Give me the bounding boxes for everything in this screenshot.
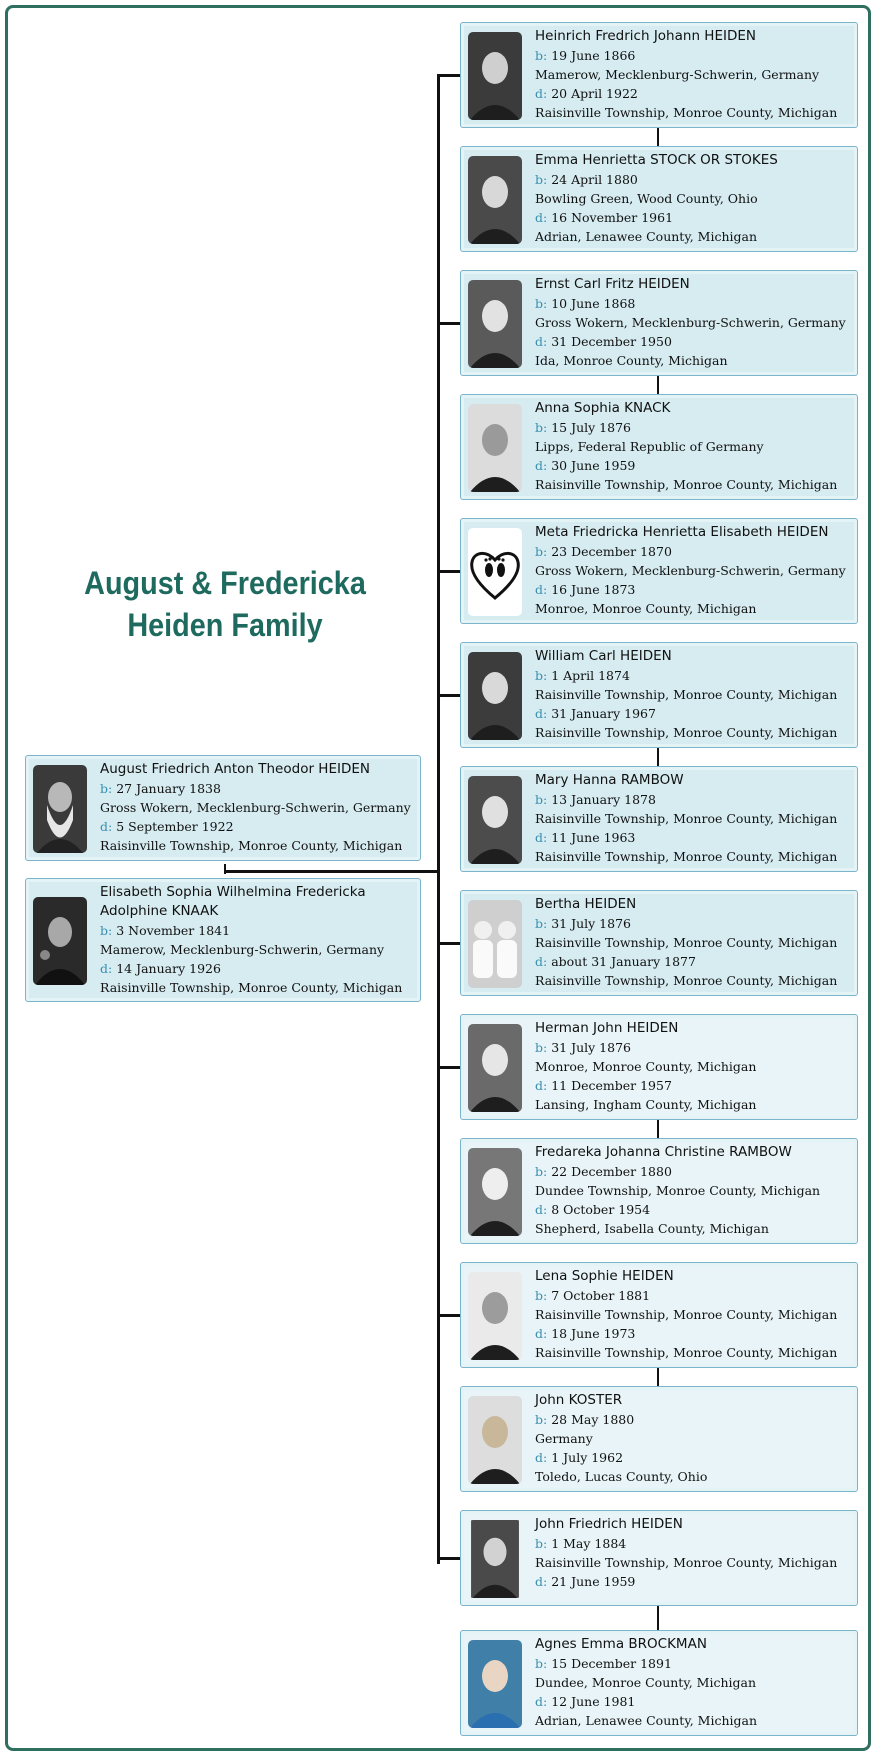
person-name: William Carl HEIDEN: [535, 648, 672, 664]
portrait-photo: [468, 1396, 522, 1484]
person-name: Ernst Carl Fritz HEIDEN: [535, 276, 690, 292]
children-trunk-line: [437, 74, 440, 1564]
death-place: Monroe, Monroe County, Michigan: [535, 601, 757, 616]
death-date: 5 September 1922: [116, 819, 234, 834]
person-name: Anna Sophia KNACK: [535, 400, 671, 416]
portrait-photo: [468, 652, 522, 740]
death-label: d:: [100, 819, 113, 834]
parent-card-father[interactable]: [25, 755, 421, 861]
death-place: Lansing, Ingham County, Michigan: [535, 1097, 757, 1112]
death-date: 20 April 1922: [551, 86, 638, 101]
person-name-continued: Adolphine KNAAK: [100, 903, 219, 919]
death-label: d:: [535, 954, 548, 969]
birth-label: b:: [535, 792, 548, 807]
death-label: d:: [535, 1574, 548, 1589]
death-date: 14 January 1926: [116, 961, 221, 976]
person-info: [535, 1515, 851, 1591]
branch-line: [437, 570, 460, 573]
death-label: d:: [535, 1326, 548, 1341]
birth-place: Gross Wokern, Mecklenburg-Schwerin, Germany: [535, 315, 846, 330]
birth-label: b:: [535, 668, 548, 683]
birth-place: Gross Wokern, Mecklenburg-Schwerin, Germany: [100, 800, 411, 815]
person-name: Meta Friedricka Henrietta Elisabeth HEIDEN: [535, 524, 829, 540]
death-place: Raisinville Township, Monroe County, Michigan: [535, 725, 838, 740]
spouse-line: [657, 1606, 659, 1630]
birth-place: Raisinville Township, Monroe County, Michigan: [535, 1307, 838, 1322]
person-name: John Friedrich HEIDEN: [535, 1516, 683, 1532]
death-date: 30 June 1959: [551, 458, 636, 473]
death-place: Raisinville Township, Monroe County, Michigan: [535, 973, 838, 988]
portrait-photo: [468, 900, 522, 988]
person-name: Herman John HEIDEN: [535, 1020, 679, 1036]
person-info: [535, 27, 851, 122]
person-info: [535, 647, 851, 742]
person-card[interactable]: [460, 1262, 858, 1368]
death-date: 8 October 1954: [551, 1202, 651, 1217]
person-info: [535, 523, 851, 618]
parents-couple-line: [224, 864, 226, 874]
death-place: Shepherd, Isabella County, Michigan: [535, 1221, 769, 1236]
branch-line: [437, 322, 460, 325]
death-label: d:: [535, 1450, 548, 1465]
death-label: d:: [535, 458, 548, 473]
birth-label: b:: [535, 1412, 548, 1427]
portrait-photo: [468, 156, 522, 244]
parents-join-line: [224, 870, 440, 873]
death-place: Raisinville Township, Monroe County, Michigan: [100, 980, 403, 995]
parent-card-mother[interactable]: [25, 878, 421, 1002]
birth-date: 31 July 1876: [551, 1040, 631, 1055]
birth-date: 24 April 1880: [551, 172, 638, 187]
death-date: 31 January 1967: [551, 706, 656, 721]
person-card[interactable]: [460, 1630, 858, 1736]
branch-line: [437, 1066, 460, 1069]
person-name: Lena Sophie HEIDEN: [535, 1268, 674, 1284]
person-info: [535, 1267, 851, 1362]
person-card[interactable]: [460, 394, 858, 500]
twin-babies-icon: [468, 900, 522, 988]
person-card[interactable]: [460, 518, 858, 624]
branch-line: [437, 694, 460, 697]
death-place: Toledo, Lucas County, Ohio: [535, 1469, 708, 1484]
birth-label: b:: [535, 172, 548, 187]
death-date: 16 November 1961: [551, 210, 674, 225]
death-place: Raisinville Township, Monroe County, Michigan: [100, 838, 403, 853]
death-place: Adrian, Lenawee County, Michigan: [535, 1713, 758, 1728]
person-name: John KOSTER: [535, 1392, 623, 1408]
death-label: d:: [535, 582, 548, 597]
portrait-icon: [33, 765, 87, 853]
death-date: 11 December 1957: [551, 1078, 672, 1093]
birth-place: Raisinville Township, Monroe County, Michigan: [535, 811, 838, 826]
portrait-photo: [468, 1024, 522, 1112]
death-label: d:: [535, 830, 548, 845]
birth-label: b:: [535, 1288, 548, 1303]
portrait-icon: [468, 1520, 522, 1598]
portrait-icon: [468, 1640, 522, 1728]
death-place: Raisinville Township, Monroe County, Michigan: [535, 477, 838, 492]
birth-date: 22 December 1880: [551, 1164, 672, 1179]
birth-place: Germany: [535, 1431, 593, 1446]
death-place: Raisinville Township, Monroe County, Michigan: [535, 105, 838, 120]
person-card[interactable]: [460, 270, 858, 376]
portrait-icon: [33, 897, 87, 985]
branch-line: [437, 1557, 460, 1560]
portrait-photo: [468, 1520, 522, 1598]
portrait-photo: [468, 32, 522, 120]
birth-place: Raisinville Township, Monroe County, Michigan: [535, 687, 838, 702]
person-info: [535, 895, 851, 990]
page-title: [41, 562, 410, 646]
death-label: d:: [535, 334, 548, 349]
birth-place: Gross Wokern, Mecklenburg-Schwerin, Germany: [535, 563, 846, 578]
death-place: Ida, Monroe County, Michigan: [535, 353, 728, 368]
birth-place: Mamerow, Mecklenburg-Schwerin, Germany: [100, 942, 385, 957]
person-info: [535, 151, 851, 246]
portrait-photo: [468, 404, 522, 492]
birth-label: b:: [535, 296, 548, 311]
birth-date: 1 May 1884: [551, 1536, 627, 1551]
portrait-icon: [468, 1272, 522, 1360]
birth-place: Dundee, Monroe County, Michigan: [535, 1675, 757, 1690]
birth-label: b:: [535, 544, 548, 559]
person-card[interactable]: [460, 766, 858, 872]
person-info: [535, 1635, 851, 1730]
portrait-photo: [468, 1640, 522, 1728]
death-label: d:: [535, 1694, 548, 1709]
death-date: 1 July 1962: [551, 1450, 624, 1465]
portrait-icon: [468, 776, 522, 864]
birth-label: b:: [535, 1164, 548, 1179]
portrait-photo: [468, 280, 522, 368]
person-card[interactable]: [460, 1386, 858, 1492]
portrait-photo: [33, 765, 87, 853]
birth-place: Monroe, Monroe County, Michigan: [535, 1059, 757, 1074]
death-date: 16 June 1873: [551, 582, 636, 597]
portrait-photo: [33, 897, 87, 985]
person-card[interactable]: [460, 146, 858, 252]
branch-line: [437, 1314, 460, 1317]
birth-label: b:: [100, 923, 113, 938]
portrait-photo: [468, 528, 522, 616]
person-info: [535, 1143, 851, 1238]
portrait-icon: [468, 1396, 522, 1484]
birth-label: b:: [535, 1536, 548, 1551]
death-label: d:: [535, 86, 548, 101]
person-name: August Friedrich Anton Theodor HEIDEN: [100, 761, 370, 777]
birth-label: b:: [100, 781, 113, 796]
spouse-line: [657, 748, 659, 766]
birth-place: Mamerow, Mecklenburg-Schwerin, Germany: [535, 67, 820, 82]
person-card[interactable]: [460, 1014, 858, 1120]
person-name: Elisabeth Sophia Wilhelmina Fredericka: [100, 884, 366, 900]
death-date: 11 June 1963: [551, 830, 636, 845]
birth-label: b:: [535, 1656, 548, 1671]
birth-date: 28 May 1880: [551, 1412, 635, 1427]
birth-label: b:: [535, 420, 548, 435]
portrait-icon: [468, 32, 522, 120]
birth-date: 10 June 1868: [551, 296, 636, 311]
birth-date: 1 April 1874: [551, 668, 630, 683]
person-info: [535, 275, 851, 370]
spouse-line: [657, 128, 659, 146]
birth-date: 13 January 1878: [551, 792, 656, 807]
birth-date: 31 July 1876: [551, 916, 631, 931]
portrait-photo: [468, 1272, 522, 1360]
birth-place: Lipps, Federal Republic of Germany: [535, 439, 764, 454]
death-date: 12 June 1981: [551, 1694, 636, 1709]
death-date: about 31 January 1877: [551, 954, 696, 969]
person-card[interactable]: [460, 1138, 858, 1244]
person-info: [535, 1019, 851, 1114]
portrait-photo: [468, 1148, 522, 1236]
birth-date: 7 October 1881: [551, 1288, 651, 1303]
person-info: [535, 771, 851, 866]
death-label: d:: [535, 210, 548, 225]
person-card[interactable]: [460, 1510, 858, 1606]
death-date: 31 December 1950: [551, 334, 672, 349]
death-date: 18 June 1973: [551, 1326, 636, 1341]
person-name: Fredareka Johanna Christine RAMBOW: [535, 1144, 792, 1160]
birth-place: Raisinville Township, Monroe County, Michigan: [535, 935, 838, 950]
spouse-line: [657, 376, 659, 394]
birth-place: Dundee Township, Monroe County, Michigan: [535, 1183, 821, 1198]
person-card[interactable]: [460, 642, 858, 748]
birth-date: 15 December 1891: [551, 1656, 672, 1671]
spouse-line: [657, 1368, 659, 1386]
portrait-icon: [468, 1024, 522, 1112]
person-info: [100, 883, 414, 997]
person-name: Mary Hanna RAMBOW: [535, 772, 684, 788]
birth-date: 15 July 1876: [551, 420, 631, 435]
birth-date: 3 November 1841: [116, 923, 231, 938]
person-info: [535, 1391, 851, 1486]
page-title-text: August & Fredericka Heiden Family: [84, 565, 366, 643]
death-label: d:: [535, 1202, 548, 1217]
portrait-photo: [468, 776, 522, 864]
birth-place: Bowling Green, Wood County, Ohio: [535, 191, 758, 206]
person-card[interactable]: [460, 890, 858, 996]
death-label: d:: [100, 961, 113, 976]
baby-feet-heart-icon: [468, 528, 522, 616]
person-name: Heinrich Fredrich Johann HEIDEN: [535, 28, 756, 44]
death-place: Raisinville Township, Monroe County, Michigan: [535, 849, 838, 864]
spouse-line: [657, 1120, 659, 1138]
person-name: Agnes Emma BROCKMAN: [535, 1636, 707, 1652]
death-place: Adrian, Lenawee County, Michigan: [535, 229, 758, 244]
portrait-icon: [468, 280, 522, 368]
birth-date: 27 January 1838: [116, 781, 221, 796]
portrait-icon: [468, 156, 522, 244]
birth-date: 19 June 1866: [551, 48, 636, 63]
branch-line: [437, 942, 460, 945]
person-card[interactable]: [460, 22, 858, 128]
birth-label: b:: [535, 48, 548, 63]
portrait-icon: [468, 404, 522, 492]
person-name: Emma Henrietta STOCK OR STOKES: [535, 152, 778, 168]
birth-date: 23 December 1870: [551, 544, 672, 559]
death-date: 21 June 1959: [551, 1574, 636, 1589]
death-place: Raisinville Township, Monroe County, Michigan: [535, 1345, 838, 1360]
birth-label: b:: [535, 916, 548, 931]
portrait-icon: [468, 652, 522, 740]
person-name: Bertha HEIDEN: [535, 896, 637, 912]
portrait-icon: [468, 1148, 522, 1236]
person-info: [100, 760, 414, 855]
person-info: [535, 399, 851, 494]
birth-label: b:: [535, 1040, 548, 1055]
death-label: d:: [535, 706, 548, 721]
branch-line: [437, 74, 460, 77]
death-label: d:: [535, 1078, 548, 1093]
birth-place: Raisinville Township, Monroe County, Michigan: [535, 1555, 838, 1570]
